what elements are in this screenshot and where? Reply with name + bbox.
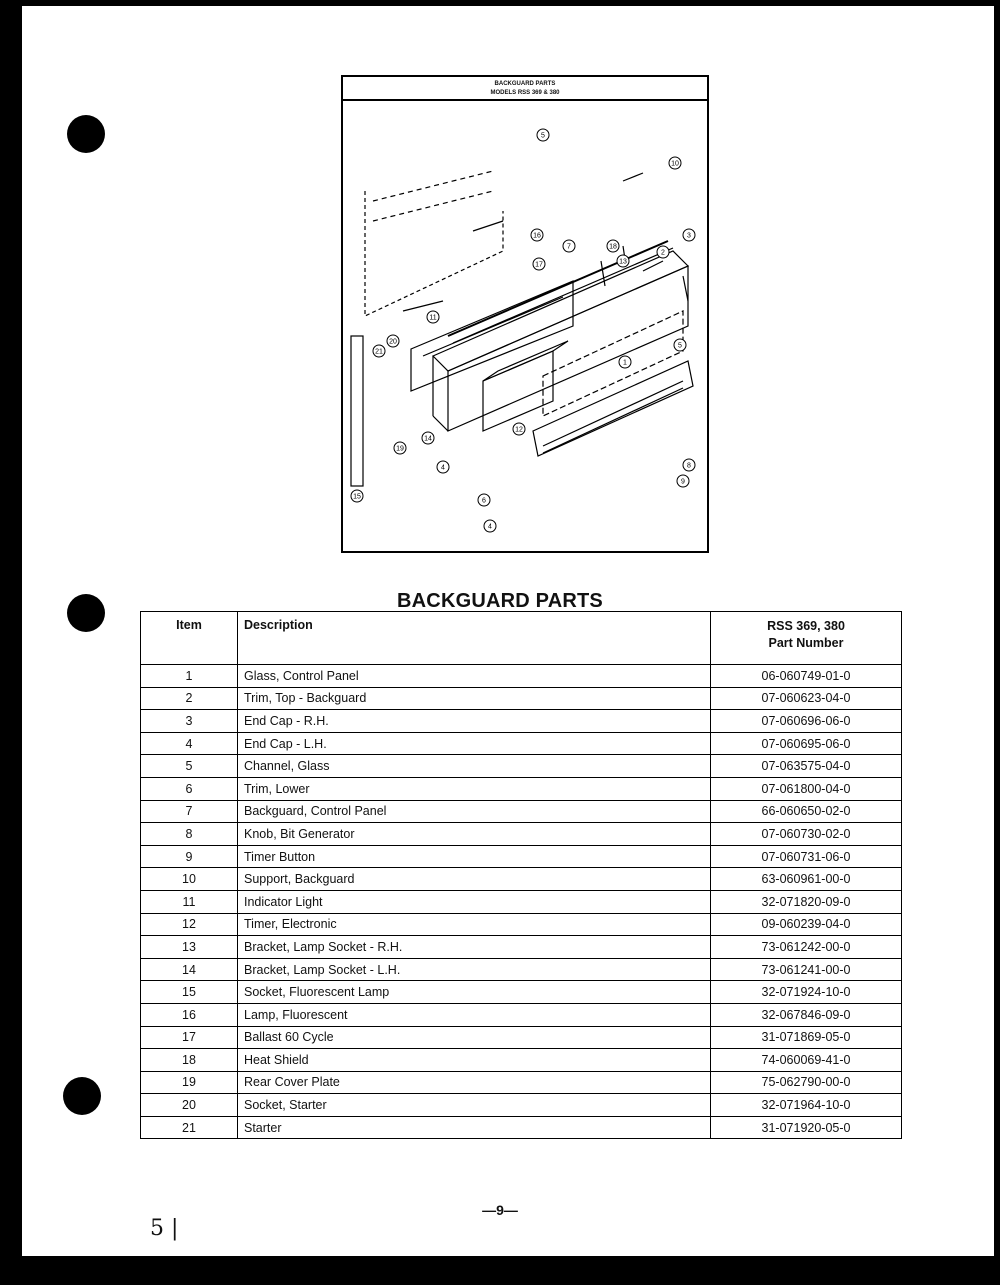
row-description: Socket, Starter — [238, 1094, 711, 1117]
callout-number: 8 — [687, 462, 691, 470]
row-item-number: 3 — [141, 710, 238, 733]
callout-number: 21 — [375, 348, 383, 356]
table-row — [141, 913, 902, 936]
callout-number: 16 — [533, 232, 541, 240]
header-description: Description — [238, 612, 711, 665]
row-description: Trim, Top - Backguard — [238, 687, 711, 710]
row-item-number: 17 — [141, 1026, 238, 1049]
callout-number: 20 — [389, 338, 397, 346]
row-part-number: 09-060239-04-0 — [711, 913, 902, 936]
callout-number: 3 — [687, 232, 691, 240]
table-row — [141, 845, 902, 868]
table-row — [141, 1094, 902, 1117]
diagram-drawing — [343, 101, 707, 551]
row-part-number: 75-062790-00-0 — [711, 1071, 902, 1094]
callout-number: 7 — [567, 243, 571, 251]
punch-hole — [67, 115, 105, 153]
row-description: Glass, Control Panel — [238, 665, 711, 688]
row-description: Timer, Electronic — [238, 913, 711, 936]
row-item-number: 19 — [141, 1071, 238, 1094]
row-description: Socket, Fluorescent Lamp — [238, 981, 711, 1004]
row-part-number: 07-061800-04-0 — [711, 777, 902, 800]
row-part-number: 73-061241-00-0 — [711, 958, 902, 981]
row-part-number: 31-071920-05-0 — [711, 1116, 902, 1139]
exploded-parts-diagram — [341, 75, 709, 553]
row-description: Channel, Glass — [238, 755, 711, 778]
page-number: —9— — [482, 1202, 518, 1218]
table-row — [141, 1071, 902, 1094]
row-part-number: 32-071820-09-0 — [711, 890, 902, 913]
table-row — [141, 687, 902, 710]
table-row — [141, 958, 902, 981]
table-row — [141, 1116, 902, 1139]
callout-number: 6 — [482, 497, 486, 505]
row-item-number: 1 — [141, 665, 238, 688]
row-item-number: 11 — [141, 890, 238, 913]
table-row — [141, 868, 902, 891]
row-item-number: 18 — [141, 1049, 238, 1072]
row-item-number: 2 — [141, 687, 238, 710]
table-row — [141, 777, 902, 800]
row-part-number: 74-060069-41-0 — [711, 1049, 902, 1072]
parts-table-body — [141, 665, 902, 1139]
header-part-label: Part Number — [768, 636, 844, 650]
row-description: End Cap - R.H. — [238, 710, 711, 733]
row-item-number: 16 — [141, 1003, 238, 1026]
callout-number: 4 — [441, 464, 445, 472]
row-part-number: 32-067846-09-0 — [711, 1003, 902, 1026]
margin-handwritten-mark: 5 | — [150, 1216, 179, 1241]
punch-hole — [63, 1077, 101, 1115]
table-row — [141, 1003, 902, 1026]
row-item-number: 7 — [141, 800, 238, 823]
diagram-header — [343, 77, 707, 101]
section-title: BACKGUARD PARTS — [397, 590, 603, 612]
callout-number: 18 — [609, 243, 617, 251]
callout-number: 10 — [671, 160, 679, 168]
table-header-row — [141, 612, 902, 665]
callout-number: 9 — [681, 478, 685, 486]
parts-table — [140, 611, 902, 1139]
table-row — [141, 755, 902, 778]
row-part-number: 31-071869-05-0 — [711, 1026, 902, 1049]
callout-number: 14 — [424, 435, 432, 443]
row-description: Heat Shield — [238, 1049, 711, 1072]
callout-number: 5 — [541, 132, 545, 140]
callout-number: 12 — [515, 426, 523, 434]
row-part-number: 07-060695-06-0 — [711, 732, 902, 755]
header-part-models: RSS 369, 380 — [767, 619, 845, 633]
row-description: Ballast 60 Cycle — [238, 1026, 711, 1049]
table-row — [141, 981, 902, 1004]
row-part-number: 32-071924-10-0 — [711, 981, 902, 1004]
row-part-number: 07-060731-06-0 — [711, 845, 902, 868]
callout-number: 13 — [619, 258, 627, 266]
row-item-number: 12 — [141, 913, 238, 936]
table-row — [141, 890, 902, 913]
row-part-number: 07-060623-04-0 — [711, 687, 902, 710]
callout-number: 2 — [661, 249, 665, 257]
row-description: Backguard, Control Panel — [238, 800, 711, 823]
row-part-number: 63-060961-00-0 — [711, 868, 902, 891]
row-description: Support, Backguard — [238, 868, 711, 891]
row-item-number: 20 — [141, 1094, 238, 1117]
table-row — [141, 710, 902, 733]
row-description: End Cap - L.H. — [238, 732, 711, 755]
row-item-number: 4 — [141, 732, 238, 755]
table-row — [141, 936, 902, 959]
table-row — [141, 800, 902, 823]
row-description: Trim, Lower — [238, 777, 711, 800]
row-item-number: 21 — [141, 1116, 238, 1139]
row-description: Rear Cover Plate — [238, 1071, 711, 1094]
callout-number: 19 — [396, 445, 404, 453]
callout-number: 17 — [535, 261, 543, 269]
row-part-number: 06-060749-01-0 — [711, 665, 902, 688]
table-row — [141, 1049, 902, 1072]
header-item: Item — [141, 612, 238, 665]
row-description: Timer Button — [238, 845, 711, 868]
row-item-number: 14 — [141, 958, 238, 981]
callout-number: 5 — [678, 342, 682, 350]
callout-number: 1 — [623, 359, 627, 367]
row-part-number: 07-060696-06-0 — [711, 710, 902, 733]
row-part-number: 73-061242-00-0 — [711, 936, 902, 959]
row-part-number: 07-063575-04-0 — [711, 755, 902, 778]
callout-number: 11 — [429, 314, 437, 322]
diagram-header-title: BACKGUARD PARTS — [494, 81, 556, 87]
header-part-number — [711, 612, 902, 665]
callout-number: 15 — [353, 493, 361, 501]
callout-number: 4 — [488, 523, 492, 531]
diagram-header-models: MODELS RSS 369 & 380 — [490, 90, 560, 96]
row-item-number: 13 — [141, 936, 238, 959]
row-item-number: 15 — [141, 981, 238, 1004]
table-row — [141, 823, 902, 846]
table-row — [141, 732, 902, 755]
row-item-number: 10 — [141, 868, 238, 891]
row-item-number: 8 — [141, 823, 238, 846]
row-part-number: 07-060730-02-0 — [711, 823, 902, 846]
row-part-number: 66-060650-02-0 — [711, 800, 902, 823]
row-description: Knob, Bit Generator — [238, 823, 711, 846]
row-description: Starter — [238, 1116, 711, 1139]
row-description: Lamp, Fluorescent — [238, 1003, 711, 1026]
table-row — [141, 665, 902, 688]
row-description: Bracket, Lamp Socket - R.H. — [238, 936, 711, 959]
row-item-number: 9 — [141, 845, 238, 868]
row-description: Indicator Light — [238, 890, 711, 913]
row-item-number: 5 — [141, 755, 238, 778]
row-description: Bracket, Lamp Socket - L.H. — [238, 958, 711, 981]
row-item-number: 6 — [141, 777, 238, 800]
row-part-number: 32-071964-10-0 — [711, 1094, 902, 1117]
table-row — [141, 1026, 902, 1049]
